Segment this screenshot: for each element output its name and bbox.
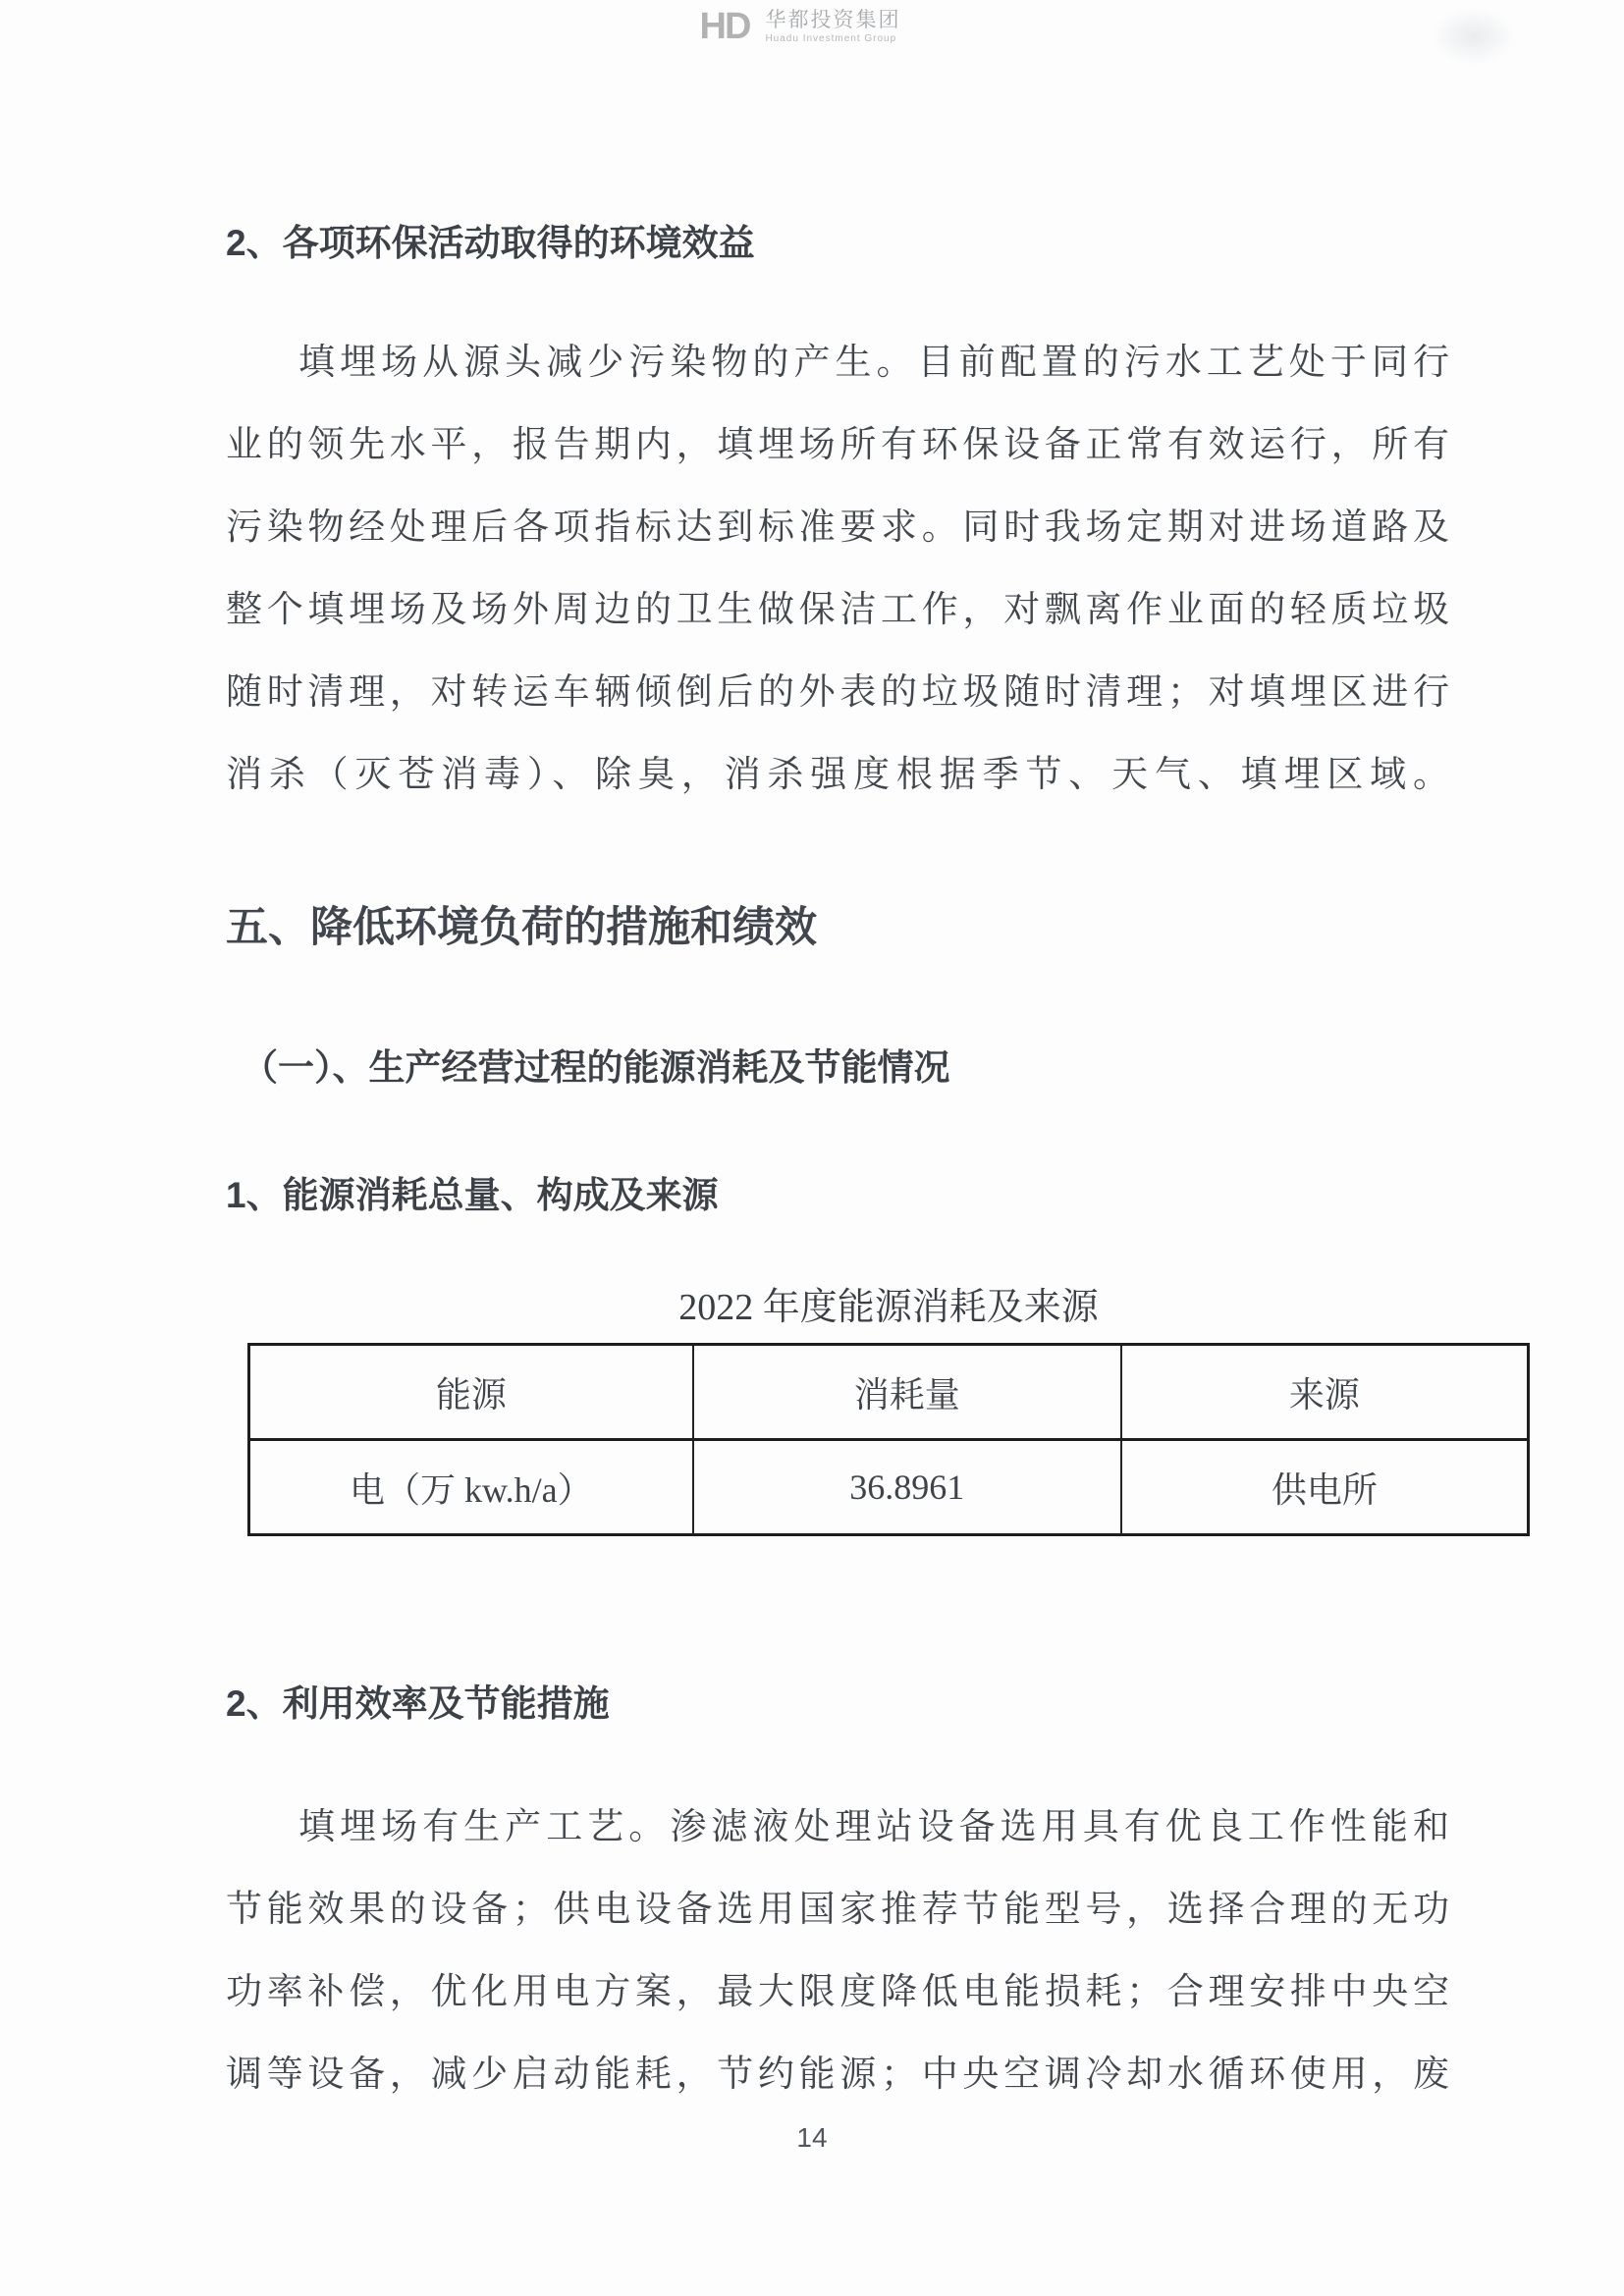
paragraph-line: 节能效果的设备；供电设备选用国家推荐节能型号，选择合理的无功: [226, 1890, 1449, 1930]
paragraph-efficiency: [226, 1787, 1449, 2116]
energy-table: [247, 1343, 1530, 1536]
heading-section-5: 五、降低环境负荷的措施和绩效: [226, 904, 817, 951]
company-name-cn: 华都投资集团: [765, 8, 901, 31]
page-number: 14: [796, 2122, 828, 2153]
cell-source: 供电所: [1121, 1440, 1529, 1535]
cell-consumption-value: 36.8961: [693, 1440, 1121, 1535]
hd-logo-icon: HD: [699, 6, 750, 47]
faint-stamp: [1432, 8, 1516, 65]
table-header-energy: 能源: [249, 1345, 693, 1440]
paragraph-line: 业的领先水平，报告期内，填埋场所有环保设备正常有效运行，所有: [226, 425, 1449, 465]
paragraph-line: 随时清理，对转运车辆倾倒后的外表的垃圾随时清理；对填埋区进行: [226, 672, 1449, 713]
paragraph-line: 污染物经处理后各项指标达到标准要求。同时我场定期对进场道路及: [226, 507, 1449, 548]
heading-env-benefits: 2、各项环保活动取得的环境效益: [226, 223, 755, 263]
table-header-row: [249, 1345, 1529, 1440]
paragraph-line: 填埋场有生产工艺。渗滤液处理站设备选用具有优良工作性能和: [298, 1807, 1449, 1847]
energy-table-title: 2022 年度能源消耗及来源: [678, 1287, 1099, 1328]
paragraph-line: 填埋场从源头减少污染物的产生。目前配置的污水工艺处于同行: [298, 343, 1449, 383]
company-logo: [700, 8, 901, 45]
paragraph-line: 功率补偿，优化用电方案，最大限度降低电能损耗；合理安排中央空: [226, 1972, 1449, 2012]
paragraph-line: 整个填埋场及场外周边的卫生做保洁工作，对飘离作业面的轻质垃圾: [226, 590, 1449, 630]
company-name-en: Huadu Investment Group: [765, 33, 897, 45]
heading-item-2: 2、利用效率及节能措施: [226, 1683, 610, 1724]
cell-energy-type: 电（万 kw.h/a）: [249, 1440, 693, 1535]
table-row: [249, 1440, 1529, 1535]
paragraph-line: 消杀（灭苍消毒）、除臭，消杀强度根据季节、天气、填埋区域。: [226, 755, 1449, 795]
paragraph-env-benefits: [226, 322, 1449, 817]
heading-subsection-1: （一）、生产经营过程的能源消耗及节能情况: [242, 1047, 950, 1088]
paragraph-line: 调等设备，减少启动能耗，节约能源；中央空调冷却水循环使用，废: [226, 2055, 1449, 2095]
heading-item-1: 1、能源消耗总量、构成及来源: [226, 1175, 719, 1215]
table-header-source: 来源: [1121, 1345, 1529, 1440]
table-header-consumption: 消耗量: [693, 1345, 1121, 1440]
